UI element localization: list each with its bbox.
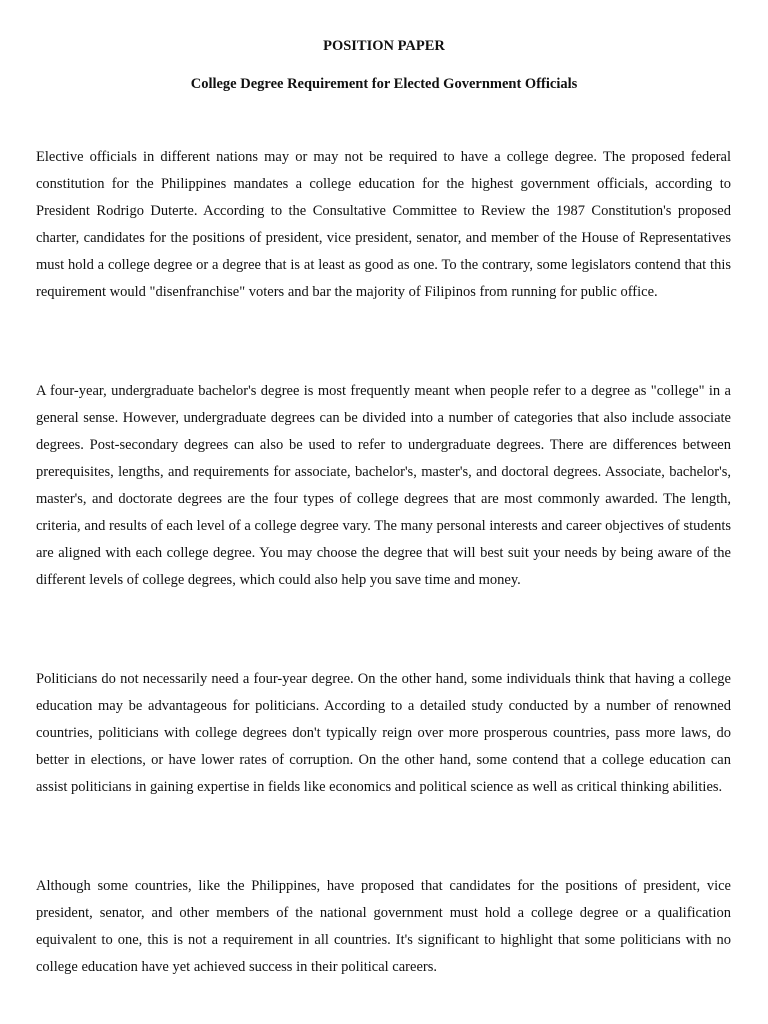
paragraph-1: Elective officials in different nations may or may not be required to have a college degree. The proposed federal constitution for the Philippines mandates a college education for the highest government officials, according to President Rodrigo Duterte. According to the Consultative Committee to Review the 1987 Constitution's proposed charter, candidates for the positions of president, vice president, senator, and member of the House of Representatives must hold a college degree or a degree that is at least as good as one. To the contrary, some legislators contend that this requirement would "disenfranchise" voters and bar the majority of Filipinos from running for public office. (36, 149, 731, 300)
paragraph-3: Politicians do not necessarily need a four-year degree. On the other hand, some individuals think that having a college education may be advantageous for politicians. According to a detailed study conducted by a number of renowned countries, politicians with college degrees don't typically reign over more prosperous countries, pass more laws, do better in elections, or have lower rates of corruption. On the other hand, some contend that a college education can assist politicians in gaining expertise in fields like economics and political science as well as critical thinking abilities. (36, 671, 731, 795)
document-title: POSITION PAPER (323, 38, 445, 54)
document-subtitle: College Degree Requirement for Elected Government Officials (190, 76, 578, 92)
paragraph-4: Although some countries, like the Philippines, have proposed that candidates for the positions of president, vice president, senator, and other members of the national government must hold a college degree or a qualification equivalent to one, this is not a requirement in all countries. It's significant to highlight that some politicians with no college education have yet achieved success in their political careers. (36, 878, 731, 975)
paragraph-2: A four-year, undergraduate bachelor's degree is most frequently meant when people refer to a degree as "college" in a general sense. However, undergraduate degrees can be divided into a number of categories that also include associate degrees. Post-secondary degrees can also be used to refer to undergraduate degrees. There are differences between prerequisites, lengths, and requirements for associate, bachelor's, master's, and doctoral degrees. Associate, bachelor's, master's, and doctorate degrees are the four types of college degrees that are most commonly awarded. The length, criteria, and results of each level of a college degree vary. The many personal interests and career objectives of students are aligned with each college degree. You may choose the degree that will best suit your needs by being aware of the different levels of college degrees, which could also help you save time and money. (36, 383, 731, 588)
